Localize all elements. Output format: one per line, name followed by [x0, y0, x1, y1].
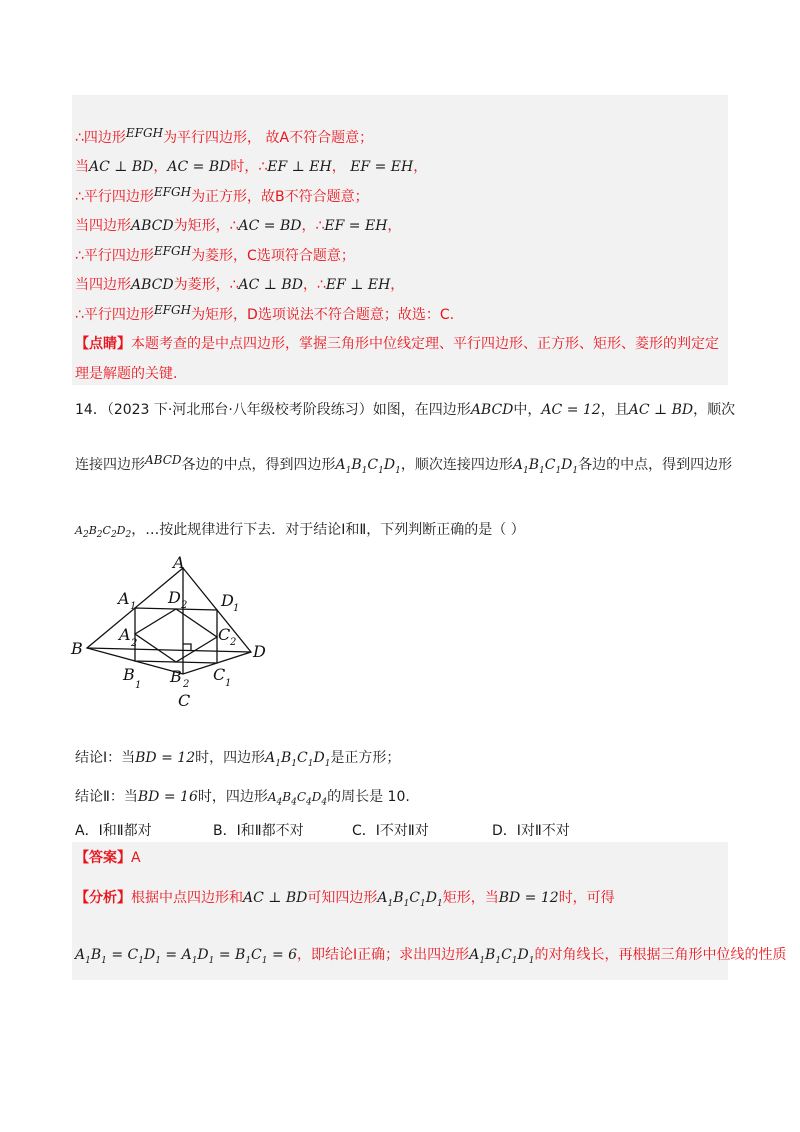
label-B2: B — [170, 667, 182, 686]
label-C1: C — [213, 665, 226, 684]
label-C1-sub: 1 — [225, 678, 232, 689]
conclusion-2: 结论Ⅱ：当BD = 16时，四边形$A_4B_4C_4D_4$的周长是 10. — [75, 789, 410, 808]
label-D1-sub: 1 — [233, 603, 240, 614]
analysis-line: $A_1B_1 = C_1D_1 = A_1D_1 = B_1C_1 = 6$，即结论Ⅰ正确；求出四边形$A_1B_1C_1D_1$的对角线长，再根据三角形中位线的性质 — [75, 947, 787, 966]
rect-a1b1c1d1 — [135, 608, 217, 663]
conclusion-1: 结论Ⅰ：当BD = 12时，四边形$A_1B_1C_1D_1$是正方形； — [75, 750, 401, 769]
label-A: A — [173, 553, 185, 572]
analysis-line: 【分析】根据中点四边形和AC ⊥ BD可知四边形$A_1B_1C_1D_1$矩形，当BD = 12时，可得 — [75, 890, 615, 909]
label-A1-sub: 1 — [130, 601, 137, 612]
question-line: 14．（2023 下·河北邢台·八年级校考阶段练习）如图，在四边形ABCD中，AC = 12，且AC ⊥ BD，顺次 — [75, 402, 736, 418]
label-B1-sub: 1 — [135, 680, 142, 691]
key-point-line: 理是解题的关键. — [75, 366, 178, 382]
option-b[interactable]: B．Ⅰ和Ⅱ都不对 — [213, 823, 304, 839]
label-B1: B — [123, 665, 135, 684]
label-B: B — [71, 639, 83, 658]
solution-line: ∴四边形EFGH为平行四边形， 故A不符合题意； — [75, 126, 374, 146]
answer-line: 【答案】A — [75, 850, 141, 866]
diagonal-bd — [87, 648, 251, 652]
label-D2-sub: 2 — [181, 600, 188, 611]
label-C: C — [178, 691, 191, 710]
label-A1: A — [118, 589, 130, 608]
option-a[interactable]: A．Ⅰ和Ⅱ都对 — [75, 823, 152, 839]
label-A2: A — [119, 625, 131, 644]
question-line: 连接四边形ABCD各边的中点，得到四边形$A_1B_1C_1D_1$，顺次连接四边形$A_1B_1C_1D_1$各边的中点，得到四边形 — [75, 453, 733, 476]
solution-line: ∴平行四边形EFGH为正方形，故B不符合题意； — [75, 185, 369, 205]
key-point-line: 【点睛】本题考查的是中点四边形，掌握三角形中位线定理、平行四边形、正方形、矩形、菱形的判定定 — [75, 336, 719, 352]
label-C2-sub: 2 — [230, 637, 237, 648]
question-line: $A_2B_2C_2D_2$，…按此规律进行下去．对于结论Ⅰ和Ⅱ，下列判断正确的是（ ） — [75, 522, 525, 541]
solution-line: 当四边形ABCD为矩形，∴AC = BD，∴EF = EH， — [75, 218, 402, 234]
label-D: D — [253, 642, 266, 661]
label-D2: D — [168, 588, 181, 607]
solution-line: ∴平行四边形EFGH为矩形，D选项说法不符合题意；故选：C. — [75, 303, 455, 323]
label-A2-sub: 2 — [131, 638, 138, 649]
label-D1: D — [221, 591, 234, 610]
option-d[interactable]: D．Ⅰ对Ⅱ不对 — [492, 823, 570, 839]
rhombus-a2b2c2d2 — [135, 609, 217, 662]
quadrilateral-figure — [65, 548, 285, 718]
solution-line: ∴平行四边形EFGH为菱形，C选项符合题意； — [75, 244, 355, 264]
solution-line: 当AC ⊥ BD，AC = BD时，∴EF ⊥ EH， EF = EH， — [75, 159, 428, 175]
option-c[interactable]: C．Ⅰ不对Ⅱ对 — [352, 823, 429, 839]
label-C2: C — [218, 625, 231, 644]
quad-abcd — [87, 568, 251, 674]
label-B2-sub: 2 — [183, 679, 190, 690]
solution-line: 当四边形ABCD为菱形，∴AC ⊥ BD，∴EF ⊥ EH， — [75, 277, 405, 293]
